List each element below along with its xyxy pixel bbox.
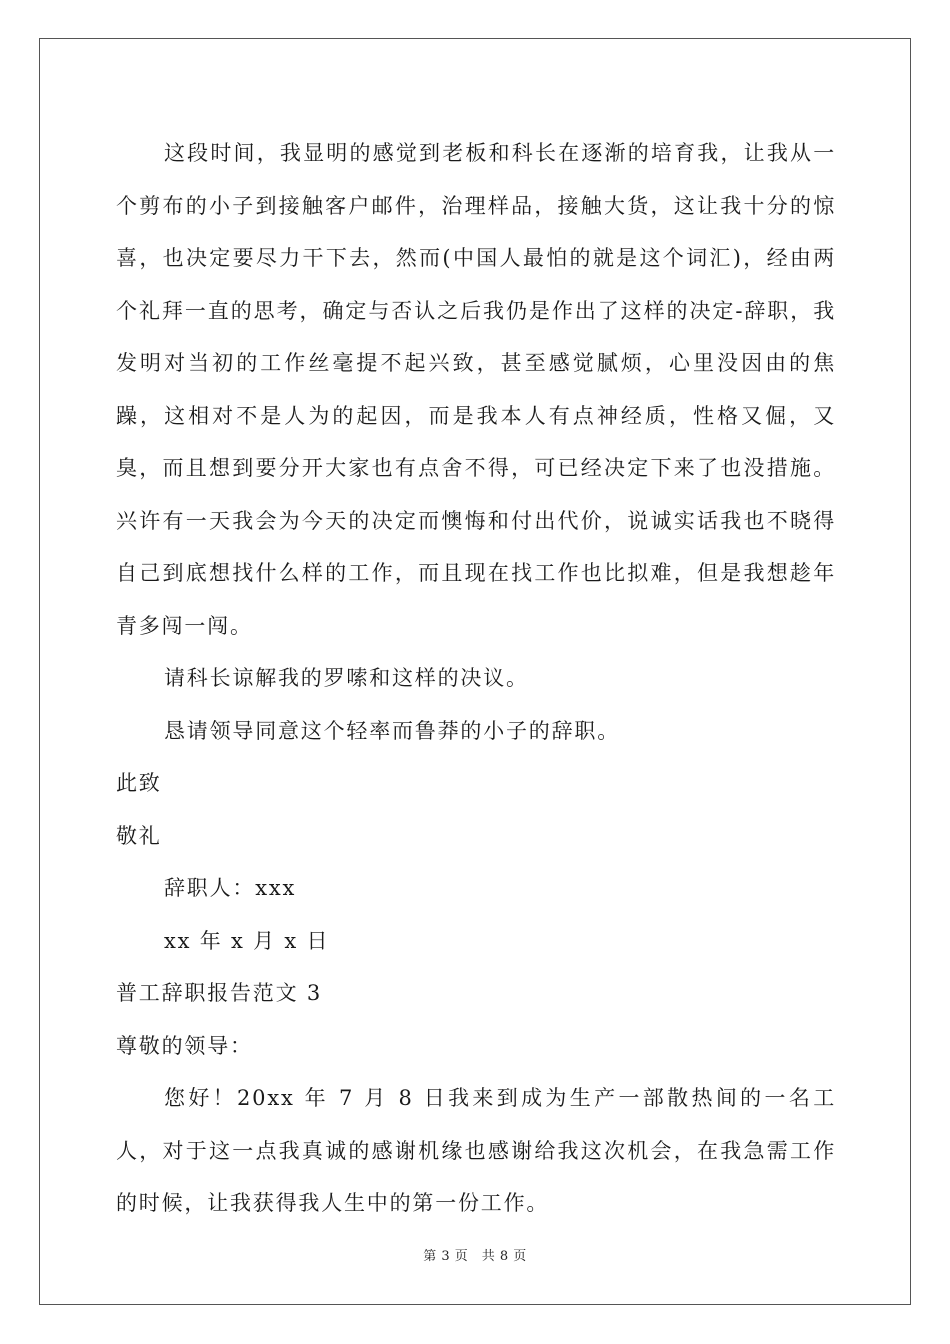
date-line: xx 年 x 月 x 日 xyxy=(164,928,330,953)
paragraph-request: 恳请领导同意这个轻率而鲁莽的小子的辞职。 xyxy=(164,718,620,743)
section-heading: 普工辞职报告范文 3 xyxy=(116,981,323,1005)
paragraph-introduction: 您好！20xx 年 7 月 8 日我来到成为生产一部散热间的一名工人，对于这一点我真诚的感谢机缘也感谢给我这次机会，在我急需工作的时候，让我获得我人生中的第一份工作。 xyxy=(116,1086,836,1215)
document-body xyxy=(116,127,836,1230)
signature-line: 辞职人：xxx xyxy=(164,876,297,900)
page-number-footer: 第 3 页 共 8 页 xyxy=(423,1249,527,1264)
paragraph-apology: 请科长谅解我的罗嗦和这样的决议。 xyxy=(164,666,529,690)
paragraph-resignation-reason: 这段时间，我显明的感觉到老板和科长在逐渐的培育我，让我从一个剪布的小子到接触客户邮件，治理样品，接触大货，这让我十分的惊喜，也决定要尽力干下去，然而(中国人最怕的就是这个词汇)，经由两个礼拜一直的思考，确定与否认之后我仍是作出了这样的决定-辞职，我发明对当初的工作丝毫提不起兴致，甚至感觉腻烦，心里没因由的焦躁，这相对不是人为的起因，而是我本人有点神经质，性格又倔，又臭，而且想到要分开大家也有点舍不得，可已经决定下来了也没措施。兴许有一天我会为今天的决定而懊悔和付出代价，说诚实话我也不晓得自己到底想找什么样的工作，而且现在找工作也比拟难，但是我想趁年青多闯一闯。 xyxy=(116,141,836,638)
greeting: 尊敬的领导： xyxy=(116,1033,253,1058)
closing-regards: 敬礼 xyxy=(116,823,162,848)
closing-salutation: 此致 xyxy=(116,771,162,795)
